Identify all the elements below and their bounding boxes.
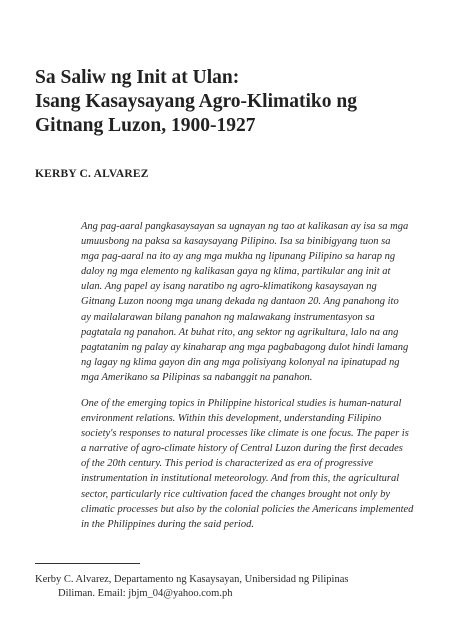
author-footnote [35, 573, 455, 600]
abstract-line: One of the emerging topics in Philippine historical studies is human-natural [81, 398, 402, 409]
abstract-line: society's responses to natural processes like climate is one focus. The paper is [81, 428, 409, 440]
footnote-email: Diliman. Email: jbjm_04@yahoo.com.ph [58, 587, 233, 599]
title-line: Gitnang Luzon, 1900-1927 [35, 115, 256, 136]
abstract-english [81, 396, 416, 532]
abstract-line: sector, particularly rice cultivation faced the changes brought not only by [81, 488, 391, 500]
footnote-affiliation: Kerby C. Alvarez, Departamento ng Kasaysayan, Unibersidad ng Pilipinas [35, 574, 349, 585]
author-name: KERBY C. ALVAREZ [35, 168, 149, 180]
abstract-line: ng lagay ng klima gayon din ang mga polisiyang kolonyal na ipinatupad ng [81, 356, 400, 368]
paper-title [35, 66, 455, 138]
abstract-line: instrumentation in institutional meteorology. And from this, the agricultural [81, 473, 400, 485]
abstract-line: pagtatala ng panahon. At buhat rito, ang sektor ng agrikultura, lalo na ang [81, 326, 399, 338]
abstract-line: environment relations. Within this development, understanding Filipino [81, 413, 382, 425]
abstract-line: of the 20th century. This period is characterized as era of progressive [81, 458, 374, 470]
abstract-line: climatic processes but also by the colonial policies the Americans implemented [81, 503, 414, 515]
abstract-line: daloy ng mga elemento ng kalikasan gaya ng klima, partikular ang init at [81, 266, 391, 278]
footnote-divider [35, 563, 140, 564]
abstract-line: pagtatanim ng palay ay kinaharap ang mga pagbabagong dulot hindi lamang [81, 341, 409, 353]
abstract-line: mga Amerikano sa Pilipinas sa nabanggit na panahon. [81, 371, 313, 383]
abstract-line: Ang pag-aaral pangkasaysayan sa ugnayan ng tao at kalikasan ay isa sa mga [81, 221, 409, 232]
abstract-filipino [81, 219, 416, 385]
abstract-line: Gitnang Luzon noong mga unang dekada ng dantaon 20. Ang panahong ito [81, 296, 399, 308]
abstract-line: ay mailalarawan bilang panahon ng malawakang instrumentasyon sa [81, 311, 375, 323]
abstract-line: in the Philippines during the said period. [81, 518, 254, 530]
title-line: Sa Saliw ng Init at Ulan: [35, 67, 240, 88]
abstract-line: ulan. Ang papel ay isang naratibo ng agro-klimatikong kasaysayan ng [81, 281, 377, 293]
abstract-line: umuusbong na paksa sa kasaysayang Pilipino. Isa sa binibigyang tuon sa [81, 236, 391, 248]
abstract-line: a narrative of agro-climate history of Central Luzon during the first decades [81, 443, 403, 455]
title-line: Isang Kasaysayang Agro-Klimatiko ng [35, 91, 357, 112]
abstract-line: mga pag-aaral na ito ay ang mga mukha ng lipunang Pilipino sa harap ng [81, 251, 396, 263]
